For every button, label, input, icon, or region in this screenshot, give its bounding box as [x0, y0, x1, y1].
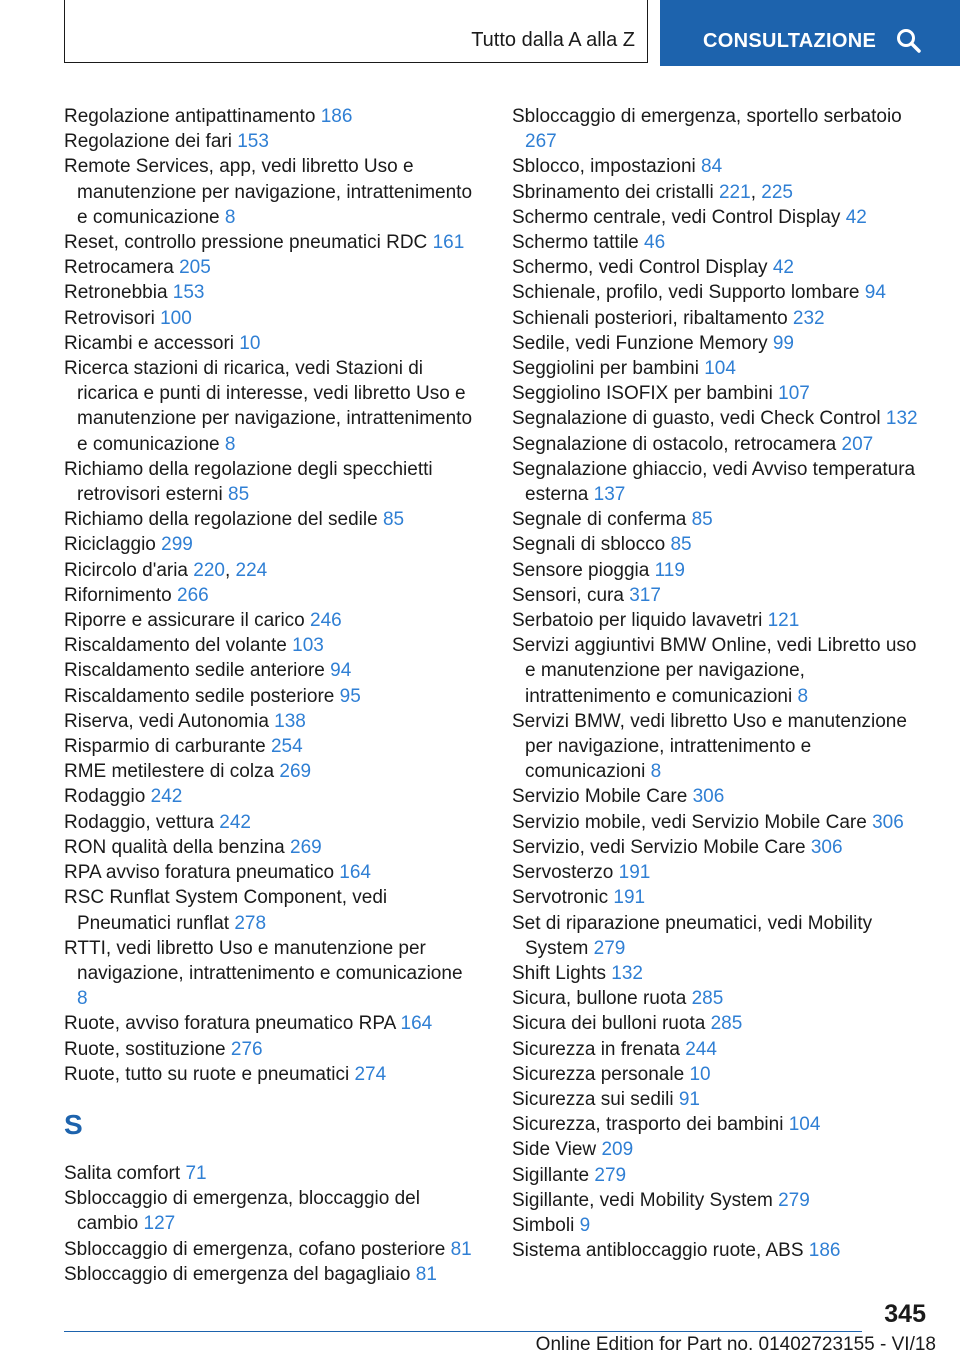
- index-entry: [512, 583, 932, 608]
- page-ref-link[interactable]: 138: [274, 710, 306, 732]
- index-entry: [512, 1238, 932, 1263]
- page-ref-link[interactable]: 99: [772, 332, 794, 354]
- index-entry-text: Servizio Mobile Care: [512, 786, 693, 808]
- page-number: 345: [884, 1300, 926, 1328]
- index-entry-text: Sicura, bullone ruota: [512, 988, 692, 1010]
- index-entry: [64, 936, 478, 1012]
- index-entry-text: Sigillante: [512, 1164, 595, 1186]
- footer-edition: Online Edition for Part no. 01402723155 - VI/18: [535, 1334, 936, 1355]
- index-entry: [64, 1062, 478, 1087]
- index-entry-text: Sensore pioggia: [512, 559, 655, 581]
- index-entry-text: Rodaggio, vettura: [64, 811, 220, 833]
- page-ref-link[interactable]: 85: [228, 484, 250, 506]
- index-entry: [512, 255, 932, 280]
- index-entry: [512, 810, 932, 835]
- index-entry: [512, 1163, 932, 1188]
- page-ref-link[interactable]: 85: [691, 509, 713, 531]
- page-ref-link[interactable]: 205: [179, 257, 211, 279]
- page-ref-link[interactable]: 42: [772, 257, 794, 279]
- index-entry-text: Sicurezza personale: [512, 1063, 690, 1085]
- index-entry-text: Riporre e assicurare il carico: [64, 610, 311, 632]
- page-ref-link[interactable]: 137: [593, 484, 626, 506]
- consultazione-tab[interactable]: [660, 0, 960, 66]
- page-ref-link[interactable]: 221: [718, 181, 751, 203]
- page-ref-link[interactable]: 276: [230, 1038, 263, 1060]
- index-entry: [512, 608, 932, 633]
- page-ref-link[interactable]: 46: [644, 232, 666, 254]
- index-entry: [512, 1213, 932, 1238]
- page-ref-link[interactable]: 191: [618, 862, 651, 884]
- index-entry-text: RSC Runflat System Component, vedi Pneumatici runflat: [64, 887, 388, 934]
- page-ref-link[interactable]: 278: [234, 912, 267, 934]
- page-ref-link[interactable]: 285: [691, 988, 724, 1010]
- index-entry: [512, 835, 932, 860]
- index-entry: [512, 406, 932, 431]
- index-entry-text: Rodaggio: [64, 786, 151, 808]
- page-ref-link[interactable]: 95: [339, 685, 361, 707]
- index-entry: [64, 784, 478, 809]
- page-ref-link[interactable]: 254: [270, 736, 303, 758]
- index-entry: [512, 784, 932, 809]
- page-ref-separator: ,: [750, 181, 762, 203]
- page-ref-link[interactable]: 306: [692, 786, 725, 808]
- index-entry: [512, 205, 932, 230]
- index-entry: [64, 356, 478, 457]
- index-entry: [512, 1188, 932, 1213]
- footer-divider: [64, 1331, 862, 1332]
- index-entry: [64, 734, 478, 759]
- index-entry-text: Regolazione antipattinamento: [64, 106, 321, 127]
- page-ref-link[interactable]: 132: [611, 962, 643, 984]
- index-entry-text: Sistema antibloccaggio ruote, ABS: [512, 1240, 809, 1262]
- index-entry: [64, 1237, 478, 1262]
- index-entry: [512, 1087, 932, 1112]
- index-entry: [64, 759, 478, 784]
- page-ref-link[interactable]: 91: [678, 1088, 700, 1110]
- index-entry: [512, 280, 932, 305]
- index-entry-text: Sicura dei bulloni ruota: [512, 1013, 711, 1035]
- index-entry-text: Ruote, avviso foratura pneumatico RPA: [64, 1013, 401, 1035]
- page-ref-link[interactable]: 285: [710, 1013, 743, 1035]
- index-entry-text: Sedile, vedi Funzione Memory: [512, 332, 773, 354]
- page-ref-link[interactable]: 81: [415, 1263, 437, 1285]
- index-entry: [64, 885, 478, 935]
- index-entry-text: Riscaldamento sedile anteriore: [64, 660, 331, 682]
- page-ref-link[interactable]: 104: [788, 1114, 821, 1136]
- index-entry-text: Shift Lights: [512, 962, 612, 984]
- index-entry-text: Schermo centrale, vedi Control Display: [512, 206, 846, 228]
- page-ref-link[interactable]: 94: [330, 660, 352, 682]
- index-entry: [512, 1037, 932, 1062]
- tab-label: CONSULTAZIONE: [703, 30, 877, 52]
- index-entry: [512, 154, 932, 179]
- index-entry-text: Segnale di conferma: [512, 509, 692, 531]
- index-entry: [512, 1011, 932, 1036]
- index-entry: [512, 432, 932, 457]
- index-entry-text: Reset, controllo pressione pneumatici RDC: [64, 232, 433, 254]
- index-entry: [64, 633, 478, 658]
- index-entry: [512, 1112, 932, 1137]
- index-entry: [64, 1011, 478, 1036]
- page-ref-link[interactable]: 274: [354, 1063, 387, 1085]
- index-entry-text: Ruote, sostituzione: [64, 1038, 231, 1060]
- page-ref-link[interactable]: 85: [382, 509, 405, 531]
- index-entry-text: Serbatoio per liquido lavavetri: [512, 610, 768, 632]
- index-entry: [512, 230, 932, 255]
- page-ref-link[interactable]: 107: [778, 383, 810, 405]
- page-ref-link[interactable]: 317: [629, 584, 661, 606]
- index-entry: [512, 457, 932, 507]
- index-entry-text: Sensori, cura: [512, 584, 630, 606]
- page-ref-link[interactable]: 266: [177, 584, 209, 606]
- index-entry: [512, 558, 932, 583]
- index-entry-text: Segnalazione di ostacolo, retrocamera: [512, 433, 842, 455]
- page-ref-link[interactable]: 71: [185, 1162, 207, 1184]
- index-entry: [64, 230, 478, 255]
- page-ref-link[interactable]: 161: [432, 232, 465, 254]
- page-ref-link[interactable]: 81: [450, 1238, 472, 1260]
- index-entry: [64, 835, 478, 860]
- index-entry: [64, 608, 478, 633]
- index-entry-text: RPA avviso foratura pneumatico: [64, 862, 340, 884]
- index-entry-text: Rifornimento: [64, 584, 177, 606]
- index-list-r: [64, 104, 478, 1087]
- page-ref-link[interactable]: 132: [885, 408, 918, 430]
- index-entry: [512, 532, 932, 557]
- page-ref-link[interactable]: 10: [239, 332, 261, 354]
- page-ref-link[interactable]: 8: [224, 206, 236, 228]
- index-entry-text: Riciclaggio: [64, 534, 162, 556]
- index-entry-text: Sicurezza in frenata: [512, 1038, 686, 1060]
- page-ref-link[interactable]: 186: [320, 106, 353, 127]
- index-entry-text: RON qualità della benzina: [64, 836, 291, 858]
- page-ref-link[interactable]: 267: [525, 131, 557, 153]
- section-title: Tutto dalla A alla Z: [471, 29, 635, 51]
- index-entry-text: Servizio mobile, vedi Servizio Mobile Care: [512, 811, 873, 833]
- page-ref-link[interactable]: 85: [670, 534, 692, 556]
- index-column-right: [512, 104, 932, 1263]
- index-entry: [512, 633, 932, 709]
- page-ref-link[interactable]: 220: [193, 559, 225, 581]
- index-entry: [64, 1186, 478, 1236]
- index-entry: [512, 911, 932, 961]
- page-ref-link[interactable]: 42: [845, 206, 867, 228]
- page-ref-link[interactable]: 164: [339, 862, 371, 884]
- index-entry-text: Sbrinamento dei cristalli: [512, 181, 719, 203]
- page-ref-link[interactable]: 225: [761, 181, 793, 203]
- index-entry: [64, 658, 478, 683]
- index-entry-text: Riscaldamento del volante: [64, 635, 293, 657]
- index-entry: [64, 1037, 478, 1062]
- page-ref-link[interactable]: 299: [161, 534, 193, 556]
- index-entry-text: Schienale, profilo, vedi Supporto lombare: [512, 282, 865, 304]
- index-entry-text: Sigillante, vedi Mobility System: [512, 1189, 779, 1211]
- index-entry-text: Schermo, vedi Control Display: [512, 257, 773, 279]
- index-entry-text: RME metilestere di colza: [64, 761, 280, 783]
- index-entry: [64, 810, 478, 835]
- index-entry-text: Simboli: [512, 1214, 580, 1236]
- page-ref-link[interactable]: 94: [864, 282, 886, 304]
- index-entry: [64, 684, 478, 709]
- index-entry: [512, 986, 932, 1011]
- index-entry: [64, 280, 478, 305]
- page-ref-link[interactable]: 8: [224, 433, 236, 455]
- index-entry: [512, 331, 932, 356]
- index-entry-text: Segnalazione di guasto, vedi Check Control: [512, 408, 886, 430]
- index-entry: [64, 583, 478, 608]
- index-entry-text: Richiamo della regolazione degli specchietti retrovisori esterni: [64, 458, 433, 506]
- page-ref-link[interactable]: 269: [279, 761, 312, 783]
- page-ref-link[interactable]: 8: [77, 988, 88, 1010]
- index-entry: [512, 306, 932, 331]
- page-ref-link[interactable]: 121: [767, 610, 800, 632]
- page-ref-link[interactable]: 153: [237, 131, 269, 153]
- index-entry: [64, 1161, 478, 1186]
- page-ref-link[interactable]: 8: [650, 761, 662, 783]
- index-entry-text: Ricambi e accessori: [64, 332, 240, 354]
- index-entry-text: Set di riparazione pneumatici, vedi Mobility System: [512, 912, 873, 959]
- page-ref-link[interactable]: 119: [654, 559, 685, 581]
- page-ref-link[interactable]: 127: [143, 1213, 176, 1235]
- index-list-s: [64, 1161, 478, 1287]
- index-entry: [512, 104, 932, 154]
- index-entry-text: Riserva, vedi Autonomia: [64, 710, 275, 732]
- page-ref-link[interactable]: 153: [172, 282, 205, 304]
- index-entry-text: Sbloccaggio di emergenza, cofano posteriore: [64, 1238, 451, 1260]
- page-ref-link[interactable]: 306: [872, 811, 904, 833]
- index-entry-text: Seggiolino ISOFIX per bambini: [512, 383, 779, 405]
- index-entry-text: Richiamo della regolazione del sedile: [64, 509, 383, 531]
- index-entry: [512, 507, 932, 532]
- index-entry: [64, 154, 478, 230]
- index-entry-text: Servosterzo: [512, 862, 619, 884]
- page-ref-link[interactable]: 9: [579, 1214, 591, 1236]
- index-entry-text: Sbloccaggio di emergenza, bloccaggio del cambio: [64, 1188, 420, 1235]
- index-entry-text: Servotronic: [512, 887, 614, 909]
- index-entry-text: Risparmio di carburante: [64, 736, 271, 758]
- page-ref-link[interactable]: 207: [841, 433, 874, 455]
- index-entry: [64, 1262, 478, 1287]
- index-entry-text: Ricircolo d'aria: [64, 559, 194, 581]
- index-entry-text: Sblocco, impostazioni: [512, 156, 702, 178]
- index-entry: [64, 507, 478, 532]
- index-entry-text: Riscaldamento sedile posteriore: [64, 685, 340, 707]
- index-entry-text: Remote Services, app, vedi libretto Uso e manutenzione per navigazione, intrattenimento e comunicazione: [64, 156, 473, 228]
- page-ref-link[interactable]: 103: [292, 635, 324, 657]
- index-entry: [64, 129, 478, 154]
- index-entry-text: Schermo tattile: [512, 232, 644, 254]
- page-ref-link[interactable]: 246: [310, 610, 342, 632]
- index-entry: [512, 860, 932, 885]
- index-entry-text: Sicurezza, trasporto dei bambini: [512, 1114, 789, 1136]
- index-entry-text: Salita comfort: [64, 1162, 186, 1184]
- index-entry: [64, 709, 478, 734]
- index-entry-text: Sbloccaggio di emergenza del bagagliaio: [64, 1263, 416, 1285]
- index-entry-text: Retrocamera: [64, 257, 180, 279]
- page-ref-link[interactable]: 8: [797, 685, 809, 707]
- index-entry-text: Seggiolini per bambini: [512, 358, 705, 380]
- page-ref-separator: ,: [224, 559, 236, 581]
- index-entry: [512, 961, 932, 986]
- index-entry-text: Segnalazione ghiaccio, vedi Avviso temperatura esterna: [512, 458, 916, 506]
- index-entry: [512, 709, 932, 785]
- index-entry-text: Retronebbia: [64, 282, 173, 304]
- page-ref-link[interactable]: 306: [810, 836, 843, 858]
- index-entry: [64, 255, 478, 280]
- page-ref-link[interactable]: 100: [160, 307, 192, 329]
- index-entry-text: Ruote, tutto su ruote e pneumatici: [64, 1063, 355, 1085]
- index-entry: [512, 381, 932, 406]
- index-entry: [64, 306, 478, 331]
- index-entry-text: Segnali di sblocco: [512, 534, 671, 556]
- page-ref-link[interactable]: 209: [601, 1139, 634, 1161]
- page-ref-link[interactable]: 269: [290, 836, 322, 858]
- page-ref-link[interactable]: 244: [685, 1038, 717, 1060]
- page-ref-link[interactable]: 232: [792, 307, 825, 329]
- index-entry: [512, 1062, 932, 1087]
- page-ref-link[interactable]: 279: [594, 1164, 627, 1186]
- page-ref-link[interactable]: 10: [689, 1063, 711, 1085]
- index-entry: [64, 457, 478, 507]
- index-entry: [64, 104, 478, 129]
- page-ref-link[interactable]: 186: [808, 1240, 841, 1262]
- index-entry: [64, 331, 478, 356]
- index-entry-text: Side View: [512, 1139, 602, 1161]
- page-ref-link[interactable]: 242: [219, 811, 251, 833]
- index-entry: [64, 532, 478, 557]
- page-ref-link[interactable]: 84: [701, 156, 723, 178]
- section-letter: S: [64, 1108, 83, 1140]
- page-ref-link[interactable]: 279: [593, 937, 626, 959]
- search-icon[interactable]: [896, 28, 922, 54]
- page-ref-link[interactable]: 164: [400, 1013, 433, 1035]
- index-entry-text: Regolazione dei fari: [64, 131, 238, 153]
- index-entry-text: Sbloccaggio di emergenza, sportello serbatoio: [512, 106, 902, 127]
- index-entry-text: Sicurezza sui sedili: [512, 1088, 679, 1110]
- index-column-left: [64, 104, 478, 1287]
- index-entry: [64, 558, 478, 583]
- index-entry: [512, 1137, 932, 1162]
- index-entry: [512, 356, 932, 381]
- page-ref-link[interactable]: 279: [778, 1189, 810, 1211]
- index-entry: [512, 180, 932, 205]
- index-entry: [64, 860, 478, 885]
- index-entry-text: Servizio, vedi Servizio Mobile Care: [512, 836, 811, 858]
- index-entry: [512, 885, 932, 910]
- page-ref-link[interactable]: 191: [613, 887, 646, 909]
- index-entry-text: Schienali posteriori, ribaltamento: [512, 307, 793, 329]
- index-entry-text: Servizi aggiuntivi BMW Online, vedi Libretto uso e manutenzione per navigazione, intrattenimento e comunicazioni: [512, 635, 917, 707]
- index-entry-text: Ricerca stazioni di ricarica, vedi Stazioni di ricarica e punti di interesse, vedi libretto Uso e manutenzione per navigazione, intrattenimento e comunicazione: [64, 358, 473, 455]
- header-section-box: [64, 0, 648, 63]
- page-ref-link[interactable]: 242: [150, 786, 183, 808]
- index-entry-text: Retrovisori: [64, 307, 161, 329]
- page-ref-link[interactable]: 104: [704, 358, 736, 380]
- index-entry-text: Servizi BMW, vedi libretto Uso e manutenzione per navigazione, intrattenimento e comunicazioni: [512, 710, 907, 783]
- index-entry-text: RTTI, vedi libretto Uso e manutenzione per navigazione, intrattenimento e comunicazione: [64, 937, 463, 984]
- index-list-s-continued: [512, 104, 932, 1263]
- page-ref-link[interactable]: 224: [235, 559, 268, 581]
